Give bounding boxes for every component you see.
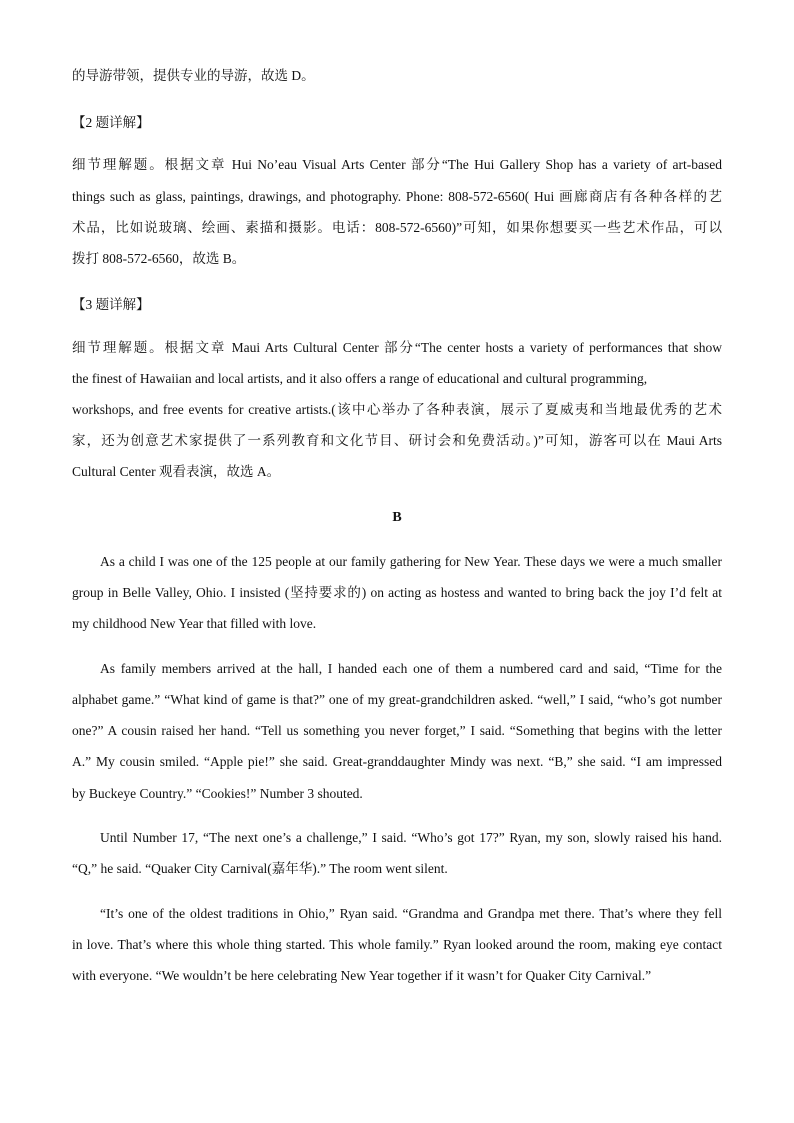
text-line: “It’s one of the oldest traditions in Ohio,” Ryan said. “Grandma and Grandpa met there. That’s where they fell (100, 906, 722, 921)
text-line: in love. That’s where this whole thing started. This whole family.” Ryan looked around the room, making eye contact (72, 937, 722, 952)
text-line: workshops, and free events for creative artists.(该中心举办了各种表演，展示了夏威夷和当地最优秀的艺术 (72, 402, 722, 417)
text-line: Cultural Center 观看表演，故选 A。 (72, 464, 281, 479)
text-line: As family members arrived at the hall, I handed each one of them a numbered card and said, “Time for the (100, 661, 722, 676)
section-heading: 【3 题详解】 (72, 297, 150, 312)
section-heading: 【2 题详解】 (72, 115, 150, 130)
text-line: things such as glass, paintings, drawings, and photography. Phone: 808-572-6560( Hui 画廊商店有各种各样的艺 (72, 189, 722, 204)
text-line: As a child I was one of the 125 people at our family gathering for New Year. These days we were a much smaller (100, 554, 722, 569)
text-line: with everyone. “We wouldn’t be here celebrating New Year together if it wasn’t for Quaker City Carnival.” (72, 968, 652, 983)
text-line: the finest of Hawaiian and local artists, and it also offers a range of educational and cultural programming, (72, 371, 648, 386)
text-line: 拨打 808-572-6560，故选 B。 (72, 251, 246, 266)
text-line: 术品，比如说玻璃、绘画、素描和摄影。电话：808-572-6560)”可知，如果你想要买一些艺术作品，可以 (72, 220, 722, 235)
text-line: my childhood New Year that filled with love. (72, 616, 317, 631)
text-line: 细节理解题。根据文章 Maui Arts Cultural Center 部分“The center hosts a variety of performances that show (72, 340, 722, 355)
text-line: group in Belle Valley, Ohio. I insisted (坚持要求的) on acting as hostess and wanted to bring back the joy I’d felt at (72, 585, 722, 600)
text-line: A.” My cousin smiled. “Apple pie!” she said. Great-granddaughter Mindy was next. “B,” she said. “I am impressed (72, 754, 722, 769)
text-line: by Buckeye Country.” “Cookies!” Number 3 shouted. (72, 786, 363, 801)
text-line: Until Number 17, “The next one’s a challenge,” I said. “Who’s got 17?” Ryan, my son, slowly raised his hand. (100, 830, 722, 845)
text-line: 细节理解题。根据文章 Hui No’eau Visual Arts Center 部分“The Hui Gallery Shop has a variety of art-based (72, 157, 722, 172)
text-line: 家，还为创意艺术家提供了一系列教育和文化节目、研讨会和免费活动。)”可知，游客可以在 Maui Arts (72, 433, 722, 448)
text-line: alphabet game.” “What kind of game is that?” one of my great-grandchildren asked. “well,” I said, “who’s got number (72, 692, 722, 707)
passage-title: B (392, 510, 402, 525)
text-line: “Q,” he said. “Quaker City Carnival(嘉年华).” The room went silent. (72, 861, 448, 876)
text-line: 的导游带领，提供专业的导游，故选 D。 (72, 68, 315, 83)
text-line: one?” A cousin raised her hand. “Tell us something you never forget,” I said. “Something that begins with the letter (72, 723, 722, 738)
